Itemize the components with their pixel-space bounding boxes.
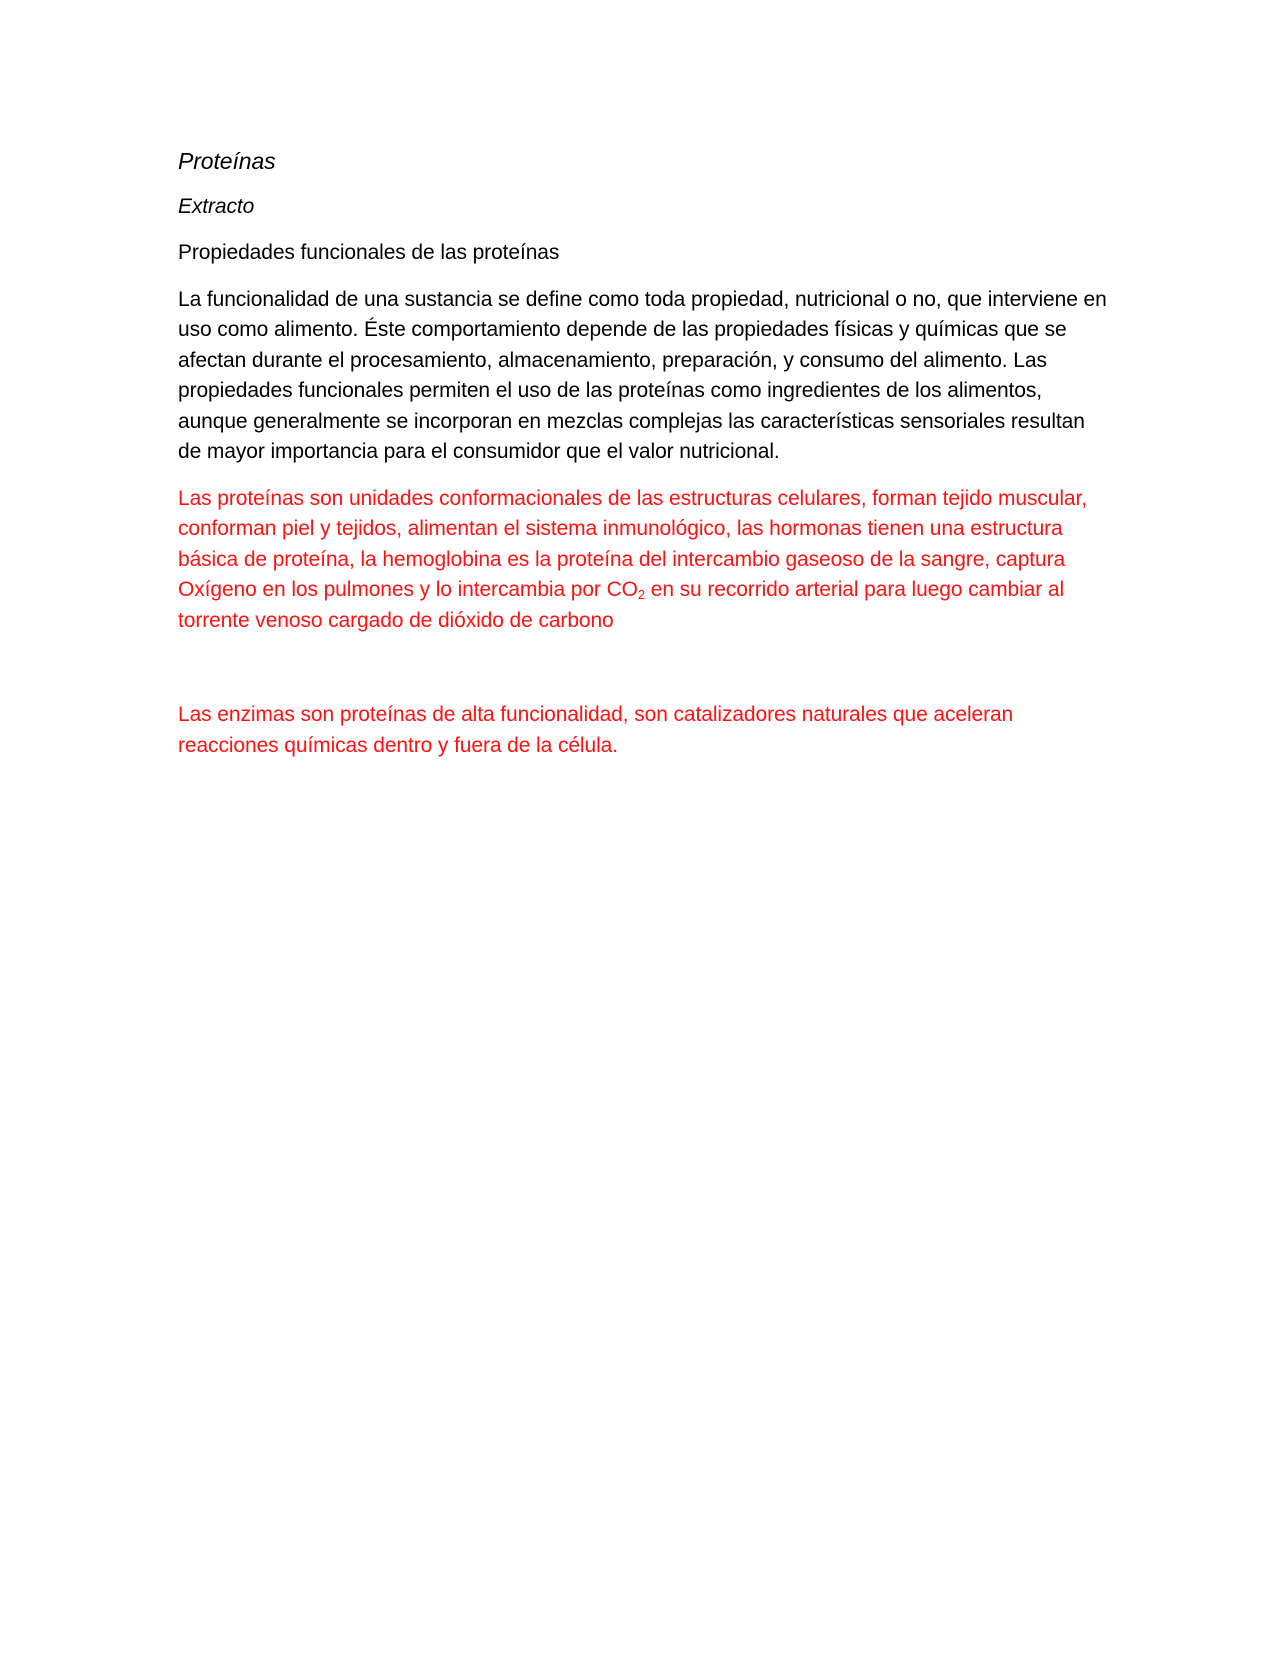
co2-subscript: 2 <box>637 587 646 602</box>
section-heading: Propiedades funcionales de las proteínas <box>178 241 560 264</box>
paragraph-protein-roles-text-2: en su recorrido arterial para luego cambiar al torrente venoso cargado de dióxido de carbono <box>178 578 1065 632</box>
paragraph-functionality: La funcionalidad de una sustancia se define como toda propiedad, nutricional o no, que interviene en uso como alimento. Éste comportamiento depende de las propiedades físicas y químicas que se afectan durante el procesamiento, almacenamiento, preparación, y consumo del alimento. Las propiedades funcionales permiten el uso de las proteínas como ingredientes de los alimentos, aunque generalmente se incorporan en mezclas complejas las características sensoriales resultan de mayor importancia para el consumidor que el valor nutricional. <box>178 287 1107 463</box>
paragraph-protein-roles <box>178 484 1108 637</box>
document-body <box>178 146 1108 761</box>
paragraph-enzymes: Las enzimas son proteínas de alta funcionalidad, son catalizadores naturales que aceleran reacciones químicas dentro y fuera de la célula. <box>178 703 1014 757</box>
paragraph-protein-roles-text-1: Las proteínas son unidades conformacionales de las estructuras celulares, forman tejido muscular, conforman piel y tejidos, alimentan el sistema inmunológico, las hormonas tienen una estructura básica de proteína, la hemoglobina es la proteína del intercambio gaseoso de la sangre, captura Oxígeno en los pulmones y lo intercambia por CO <box>178 486 1087 601</box>
document-title: Proteínas <box>178 148 276 174</box>
document-subtitle: Extracto <box>178 194 255 218</box>
